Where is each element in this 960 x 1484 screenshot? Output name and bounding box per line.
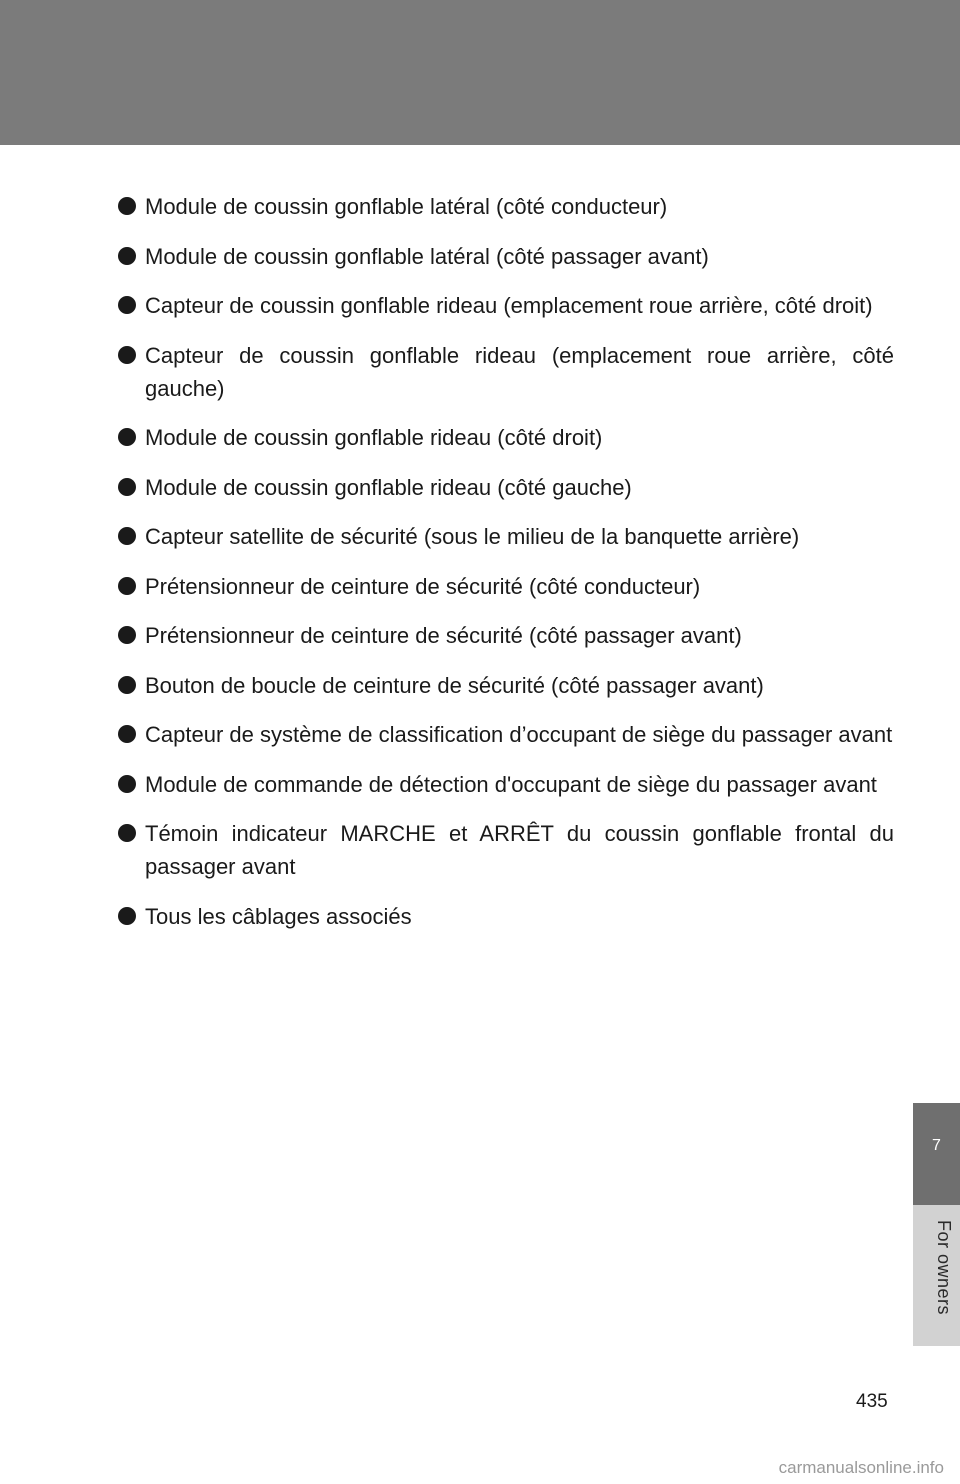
list-item [118,619,894,652]
section-tab [913,1103,960,1205]
list-item [118,289,894,322]
list-item-text: Capteur de coussin gonflable rideau (emplacement roue arrière, côté droit) [145,293,873,318]
bullet-icon [118,428,136,446]
list-item-text: Prétensionneur de ceinture de sécurité (côté passager avant) [145,623,742,648]
list-item-text: Capteur de coussin gonflable rideau (emplacement roue arrière, côté gauche) [145,342,894,401]
list-item [118,900,894,933]
list-item [118,669,894,702]
list-item-text: Module de coussin gonflable rideau (côté droit) [145,425,603,450]
list-item-text: Prétensionneur de ceinture de sécurité (côté conducteur) [145,573,701,599]
bullet-icon [118,676,136,694]
bullet-icon [118,725,136,743]
bullet-list [118,190,894,949]
list-item-text: Tous les câblages associés [145,903,412,929]
list-item [118,240,894,273]
bullet-icon [118,197,136,215]
list-item-text: Capteur satellite de sécurité (sous le milieu de la banquette arrière) [145,524,800,549]
bullet-icon [118,247,136,265]
watermark: carmanualsonline.info [778,1458,944,1477]
list-item [118,718,894,751]
bullet-icon [118,527,136,545]
list-item [118,817,894,883]
header-band [0,0,960,145]
section-tab-number: 7 [932,1137,941,1154]
bullet-icon [118,478,136,496]
list-item [118,339,894,405]
list-item-text: Module de coussin gonflable latéral (côté passager avant) [145,243,709,269]
list-item [118,520,894,553]
list-item-text: Module de coussin gonflable latéral (côté conducteur) [145,194,668,219]
list-item [118,190,894,223]
list-item [118,471,894,504]
bullet-icon [118,577,136,595]
list-item-text: Module de coussin gonflable rideau (côté gauche) [145,474,632,500]
list-item [118,768,894,801]
bullet-icon [118,296,136,314]
bullet-icon [118,824,136,842]
list-item [118,421,894,454]
bullet-icon [118,626,136,644]
list-item-text: Capteur de système de classification d’occupant de siège du passager avant [145,722,893,747]
section-tab-label: For owners [934,1220,954,1316]
list-item-text: Témoin indicateur MARCHE et ARRÊT du coussin gonflable frontal du passager avant [145,821,894,879]
bullet-icon [118,907,136,925]
list-item [118,570,894,603]
page-number: 435 [856,1391,888,1412]
list-item-text: Module de commande de détection d'occupant de siège du passager avant [145,771,877,797]
bullet-icon [118,346,136,364]
bullet-icon [118,775,136,793]
list-item-text: Bouton de boucle de ceinture de sécurité (côté passager avant) [145,672,764,698]
